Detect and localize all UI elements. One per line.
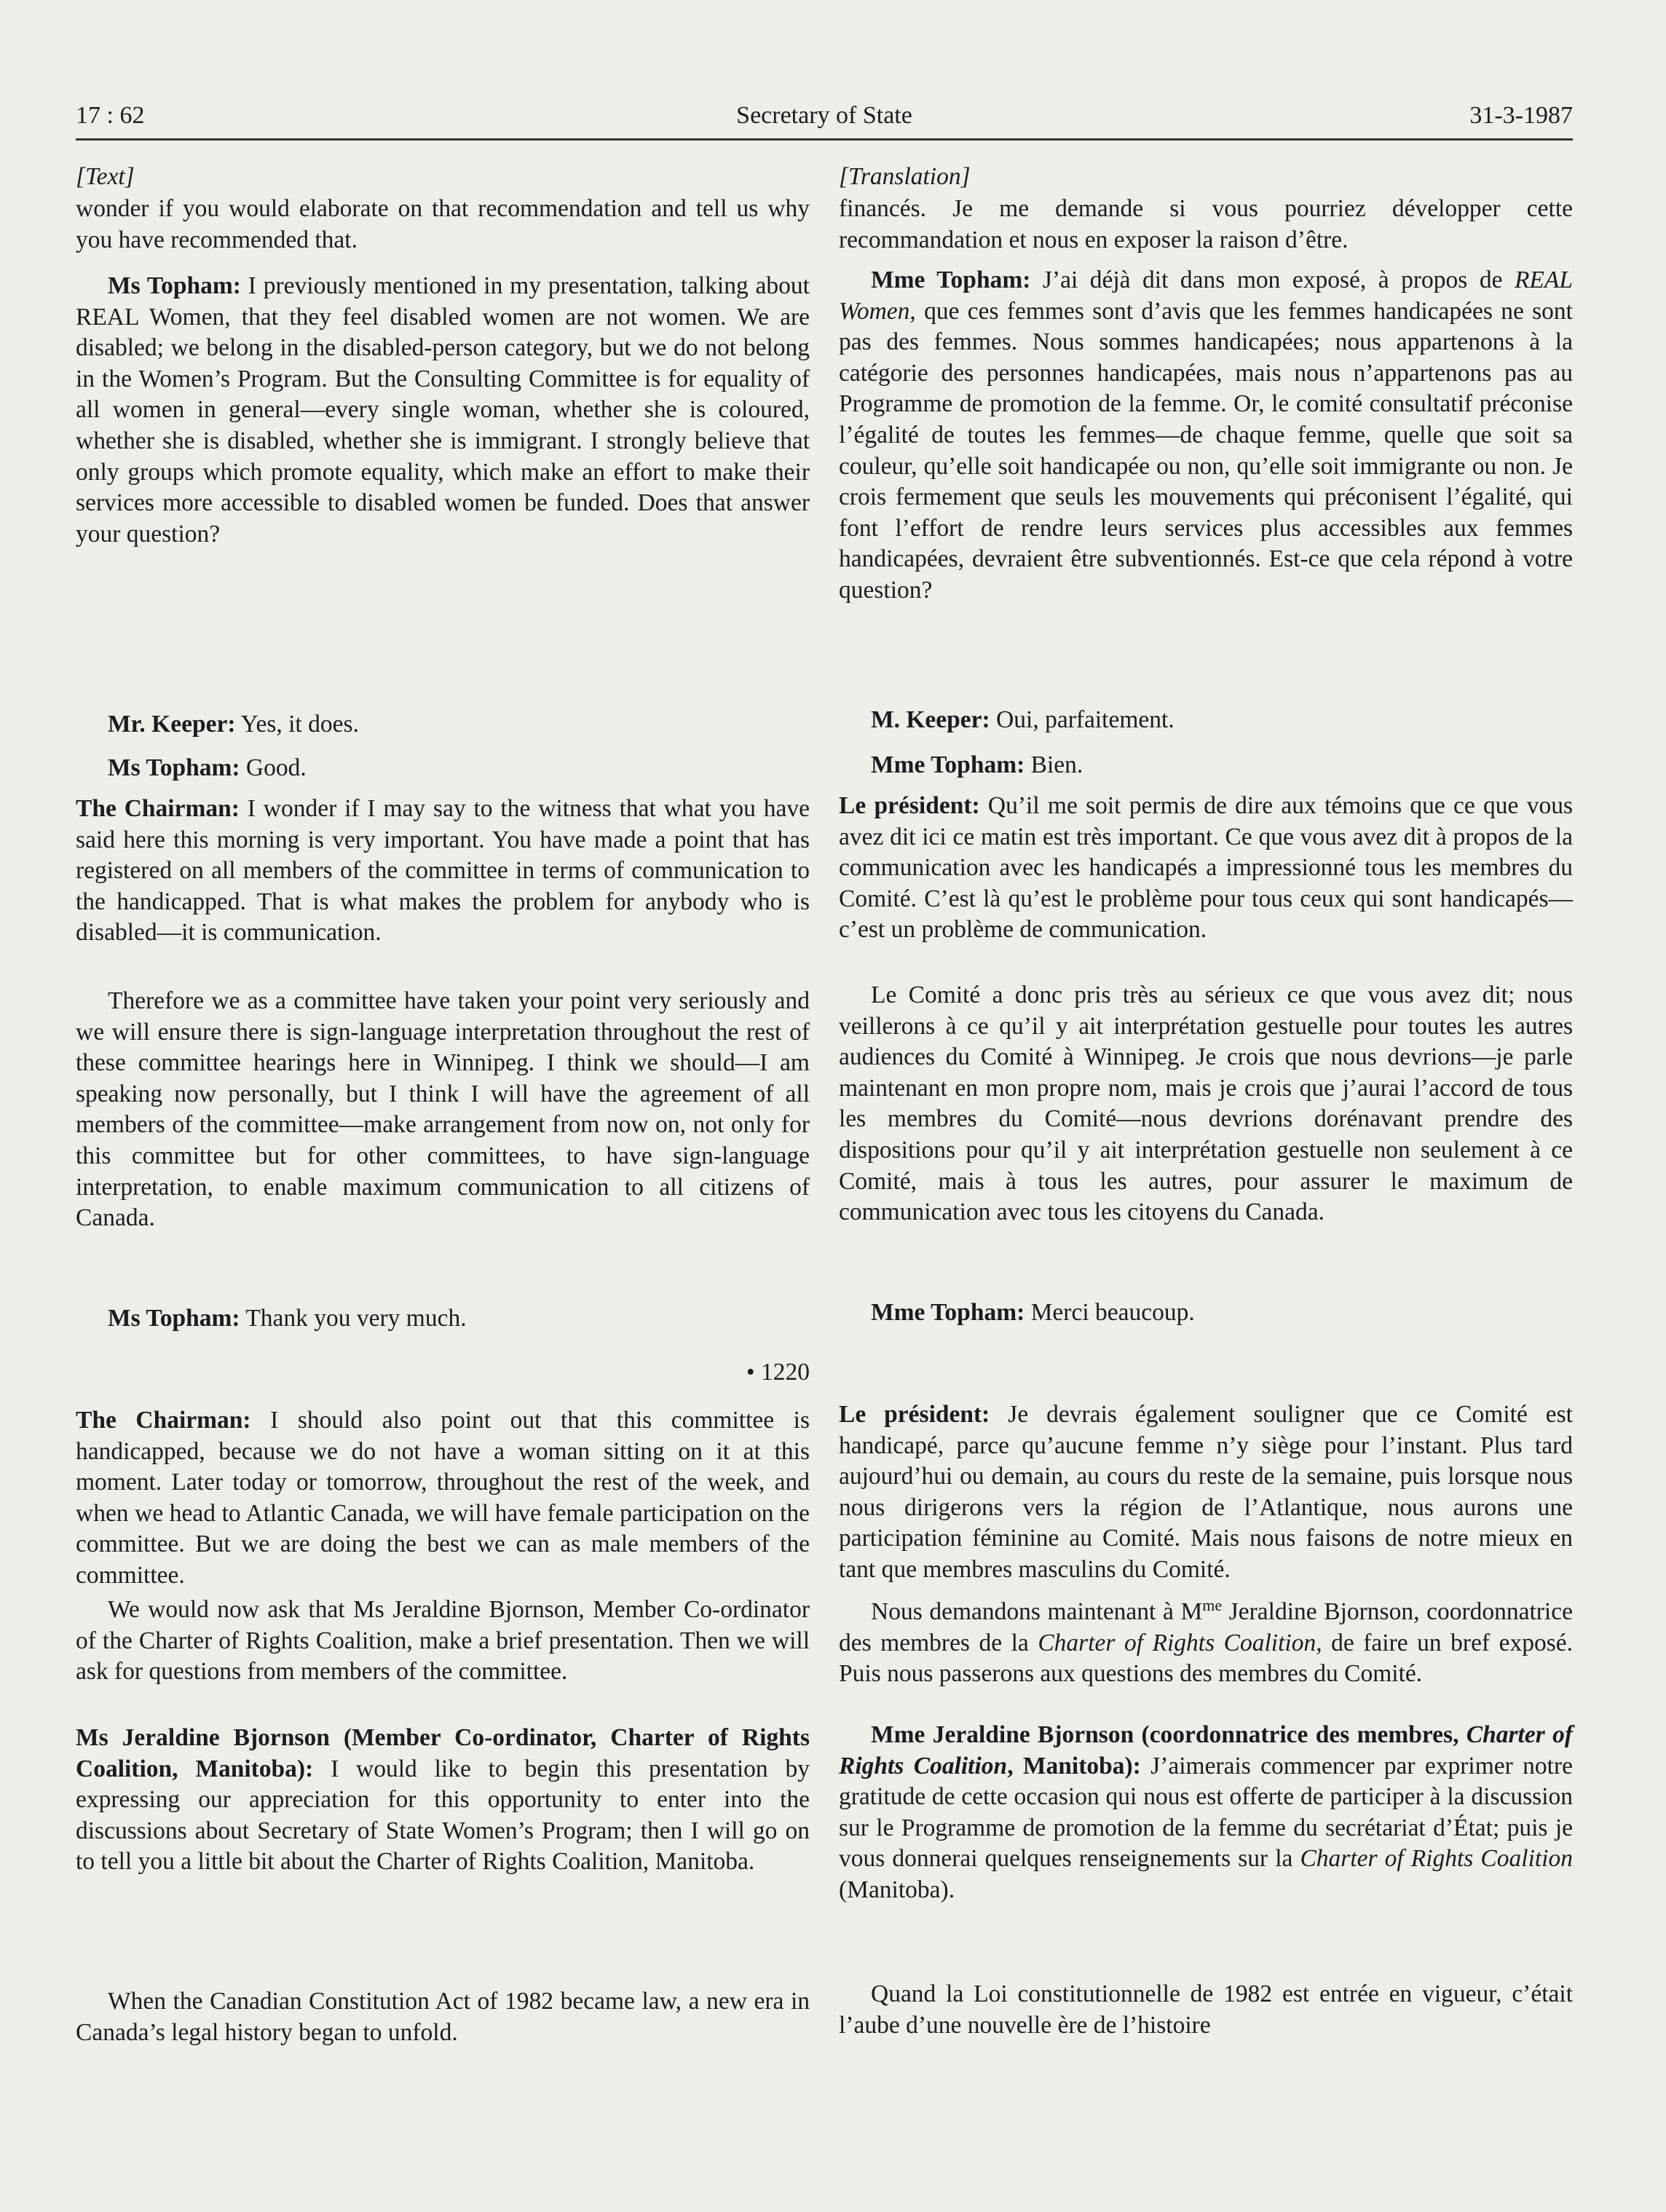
speaker-name: Ms Topham: <box>108 1305 240 1332</box>
running-title: Secretary of State <box>736 102 912 129</box>
paragraph <box>76 271 810 550</box>
paragraph <box>839 1297 1573 1329</box>
paragraph: Therefore we as a committee have taken your point very seriously and we will ensure there is sign-language interpretation throughout the rest of these committee hearings here in Winnipeg. I think we should—I am speaking now personally, but I think I will have the agreement of all members of the committee—make arrangement from now on, not only for this committee but for other committees, to have sign-language interpretation, to enable maximum communication to all citizens of Canada. <box>76 987 810 1232</box>
speech-text: Yes, it does. <box>235 711 359 738</box>
paragraph <box>76 1303 810 1335</box>
speech-text: , que ces femmes sont d’avis que les femmes handicapées ne sont pas des femmes. Nous sommes handicapées; nous appartenons à la catégorie des personnes handicapées, mais nous n’appartenons pas au Programme de promotion de la femme. Or, le comité consultatif préconise l’égalité de toutes les femmes—de chaque femme, quelle que soit sa couleur, qu’elle soit handicapée ou non, qu’elle soit immigrante ou non. Je crois fermement que seuls les mouvements qui préconisent l’égalité, qui font l’effort de rendre leurs services plus accessibles aux femmes handicapées, devraient être subventionnés. Est-ce que cela répond à votre question? <box>839 297 1573 604</box>
speech-text: I would like to begin this presentation by expressing our appreciation for this opportunity to enter into the discussions about Secretary of State Women’s Program; then I will go on to tell you a little bit about the Charter of Rights Coalition, Manitoba. <box>76 1755 810 1876</box>
italic-text: Charter of Rights Coalition <box>1300 1845 1573 1873</box>
speech-text: J’aimerais commencer par exprimer notre gratitude de cette occasion qui nous est offerte de participer à la discussion sur le Programme de promotion de la femme du secrétariat d’État; puis je vous donnerai quelques renseignements sur la <box>839 1752 1574 1873</box>
speaker-name-part: , Manitoba): <box>1007 1752 1141 1780</box>
paragraph <box>839 750 1573 781</box>
speech-text: Jeraldine Bjornson, coordonnatrice des membres de la <box>839 1598 1573 1656</box>
speech-text: I wonder if I may say to the witness that what you have said here this morning is very important. You have made a point that has registered on all members of the committee in terms of communication to the handicapped. That is what makes the problem for anybody who is disabled—it is communication. <box>76 795 810 947</box>
time-marker: • 1220 <box>746 1359 810 1386</box>
paragraph <box>76 753 810 784</box>
paragraph: wonder if you would elaborate on that recommendation and tell us why you have recommended that. <box>76 195 810 253</box>
speaker-name: Ms Topham: <box>108 272 241 299</box>
speaker-name: Ms Topham: <box>108 754 240 781</box>
speaker-name: M. Keeper: <box>871 706 990 733</box>
speaker-name: Le président: <box>839 1401 990 1428</box>
speech-text: I previously mentioned in my presentation, talking about REAL Women, that they feel disabled women are not women. We are disabled; we belong in the disabled-person category, but we do not belong in the Women’s Program. But the Consulting Committee is for equality of all women in general—every single woman, whether she is coloured, whether she is disabled, whether she is immigrant. I strongly believe that only groups which promote equality, which make an effort to make their services more accessible to disabled women be funded. Does that answer your question? <box>76 272 810 548</box>
speech-text: , de faire un bref exposé. Puis nous passerons aux questions des membres du Comité. <box>839 1629 1574 1688</box>
paragraph <box>76 794 810 949</box>
speech-text: Qu’il me soit permis de dire aux témoins que ce que vous avez dit ici ce matin est très important. Ce que vous avez dit à propos de la communication avec les handicapés a impressionné tous les membres du Comité. C’est là qu’est le problème pour tous ceux qui sont handicapés—c’est un problème de communication. <box>839 792 1573 944</box>
speech-text: Nous demandons maintenant à M <box>871 1598 1203 1626</box>
column-label: [Translation] <box>839 163 971 190</box>
speaker-name: Mr. Keeper: <box>108 711 236 738</box>
italic-text: Charter of Rights Coalition <box>1038 1629 1316 1656</box>
paragraph: Le Comité a donc pris très au sérieux ce que vous avez dit; nous veillerons à ce qu’il y ait interprétation gestuelle pour toutes les autres audiences du Comité à Winnipeg. Je crois que nous devrions—je parle maintenant en mon propre nom, mais je crois que j’aurai l’accord de tous les membres du Comité—nous devrions dorénavant prendre des dispositions pour qu’il y ait interprétation gestuelle non seulement à ce Comité, mais à tous les autres, pour assurer le maximum de communication avec tous les citoyens du Canada. <box>839 981 1573 1226</box>
speaker-name-part: Mme Jeraldine Bjornson (coordonnatrice des membres, <box>871 1721 1466 1748</box>
page-header <box>76 102 1573 141</box>
speech-text: Oui, parfaitement. <box>990 706 1175 733</box>
speaker-name: Mme Topham: <box>871 751 1025 778</box>
paragraph <box>839 705 1573 736</box>
paragraph <box>839 791 1573 946</box>
speaker-name: Mme Topham: <box>871 1299 1025 1326</box>
speech-text: Merci beaucoup. <box>1025 1299 1195 1326</box>
speaker-name: The Chairman: <box>76 1407 251 1434</box>
speech-text: Je devrais également souligner que ce Comité est handicapé, parce qu’aucune femme n’y siège pour l’instant. Plus tard aujourd’hui ou demain, au cours du reste de la semaine, puis lorsque nous nous dirigerons vers la région de l’Atlantique, nous aurons une participation féminine au Comité. Mais nous faisons de notre mieux en tant que membres masculins du Comité. <box>839 1401 1573 1583</box>
speech-text: (Manitoba). <box>839 1876 955 1903</box>
paragraph <box>76 1723 810 1878</box>
paragraph: financés. Je me demande si vous pourriez développer cette recommandation et nous en exposer la raison d’être. <box>839 195 1573 253</box>
speaker-name: Mme Topham: <box>871 266 1031 293</box>
header-date: 31-3-1987 <box>1469 102 1573 129</box>
speech-text: I should also point out that this committee is handicapped, because we do not have a woman sitting on it at this moment. Later today or tomorrow, throughout the rest of the week, and when we head to Atlantic Canada, we will have female participation on the committee. But we are doing the best we can as male members of the committee. <box>76 1407 810 1589</box>
speaker-name-italic: Charter of Rights Coalition <box>839 1721 1573 1780</box>
speech-text: Bien. <box>1025 751 1083 778</box>
speaker-name: Ms Jeraldine Bjornson (Member Co-ordinator, Charter of Rights Coalition, Manitoba): <box>76 1724 810 1782</box>
column-label: [Text] <box>76 163 135 190</box>
italic-text: REAL Women <box>839 266 1573 325</box>
speaker-name: Le président: <box>839 792 980 819</box>
superscript-text: me <box>1202 1596 1223 1614</box>
paragraph: We would now ask that Ms Jeraldine Bjornson, Member Co-ordinator of the Charter of Rights Coalition, make a brief presentation. Then we will ask for questions from members of the committee. <box>76 1596 810 1686</box>
page-number: 17 : 62 <box>76 102 145 129</box>
paragraph <box>76 709 810 740</box>
speaker-name: The Chairman: <box>76 795 240 822</box>
paragraph: When the Canadian Constitution Act of 1982 became law, a new era in Canada’s legal history began to unfold. <box>76 1988 810 2046</box>
paragraph <box>839 1399 1573 1586</box>
speech-text: J’ai déjà dit dans mon exposé, à propos de <box>1030 266 1515 293</box>
paragraph <box>76 1405 810 1592</box>
speech-text: Thank you very much. <box>240 1305 467 1332</box>
speech-text: Good. <box>240 754 307 781</box>
paragraph <box>839 265 1573 607</box>
paragraph <box>839 1720 1573 1906</box>
paragraph: Quand la Loi constitutionnelle de 1982 est entrée en vigueur, c’était l’aube d’une nouvelle ère de l’histoire <box>839 1980 1573 2039</box>
paragraph <box>839 1590 1573 1690</box>
